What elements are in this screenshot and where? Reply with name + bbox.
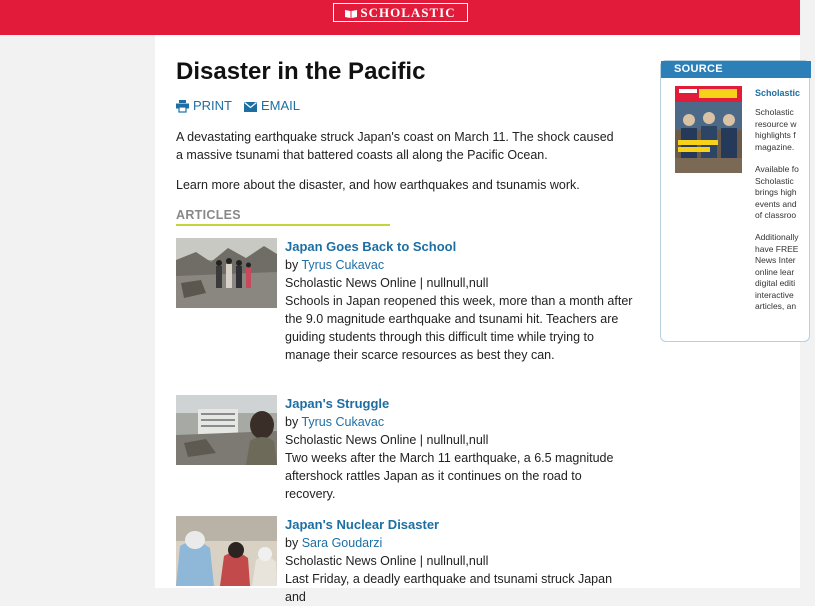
article-source: Scholastic News Online | nullnull,null — [285, 433, 489, 447]
print-label: PRINT — [193, 98, 232, 113]
magazine-cover-image[interactable] — [675, 86, 742, 173]
author-link[interactable]: Tyrus Cukavac — [301, 258, 385, 272]
printer-icon — [176, 100, 189, 112]
email-label: EMAIL — [261, 98, 301, 113]
print-button[interactable] — [176, 98, 232, 113]
article-thumbnail-school[interactable] — [176, 238, 277, 308]
articles-heading: ARTICLES — [176, 208, 241, 222]
intro-paragraph: A devastating earthquake struck Japan's coast on March 11. The shock caused a massive tsunami that battered coasts all along the Pacific Ocean. — [176, 130, 614, 162]
article-thumbnail-nuclear[interactable] — [176, 516, 277, 586]
by-label: by — [285, 258, 299, 272]
article-title-school[interactable]: Japan Goes Back to School — [285, 239, 457, 254]
intro-learn-more: Learn more about the disaster, and how earthquakes and tsunamis work. — [176, 178, 580, 192]
source-paragraph-2: Available fo Scholastic brings high events and of classroo — [755, 164, 799, 220]
article-title-struggle[interactable]: Japan's Struggle — [285, 396, 390, 411]
author-link[interactable]: Tyrus Cukavac — [301, 415, 385, 429]
email-button[interactable] — [244, 98, 300, 113]
article-byline — [285, 536, 382, 550]
source-name[interactable]: Scholastic — [755, 88, 801, 98]
scholastic-logo[interactable] — [333, 3, 468, 22]
article-thumbnail-struggle[interactable] — [176, 395, 277, 465]
page-title: Disaster in the Pacific — [176, 58, 426, 85]
article-description: Last Friday, a deadly earthquake and tsunami struck Japan and — [285, 572, 613, 604]
by-label: by — [285, 536, 299, 550]
article-title-nuclear[interactable]: Japan's Nuclear Disaster — [285, 517, 440, 532]
logo-text: SCHOLASTIC — [360, 5, 456, 20]
articles-divider — [176, 224, 390, 226]
author-link[interactable]: Sara Goudarzi — [301, 536, 383, 550]
book-icon — [345, 9, 357, 18]
by-label: by — [285, 415, 299, 429]
article-description: Schools in Japan reopened this week, more than a month after the 9.0 magnitude earthquake and tsunami hit. Teachers are guiding students through this difficult time while trying to manage their scarce resources as best they can. — [285, 294, 633, 362]
article-source: Scholastic News Online | nullnull,null — [285, 554, 489, 568]
top-bar — [0, 0, 800, 35]
article-description: Two weeks after the March 11 earthquake, a 6.5 magnitude aftershock rattles Japan as it continues on the road to recovery. — [285, 451, 614, 501]
article-byline — [285, 415, 384, 429]
article-byline — [285, 258, 384, 272]
source-heading: SOURCE — [661, 61, 811, 78]
article-source: Scholastic News Online | nullnull,null — [285, 276, 489, 290]
left-gutter — [0, 35, 155, 588]
source-panel — [660, 60, 810, 342]
envelope-icon — [244, 102, 257, 112]
source-paragraph-3: Additionally have FREE News Inter online lear digital editi interactive articles, an — [755, 232, 799, 311]
source-paragraph-1: Scholastic resource w highlights f magazine. — [755, 107, 797, 152]
